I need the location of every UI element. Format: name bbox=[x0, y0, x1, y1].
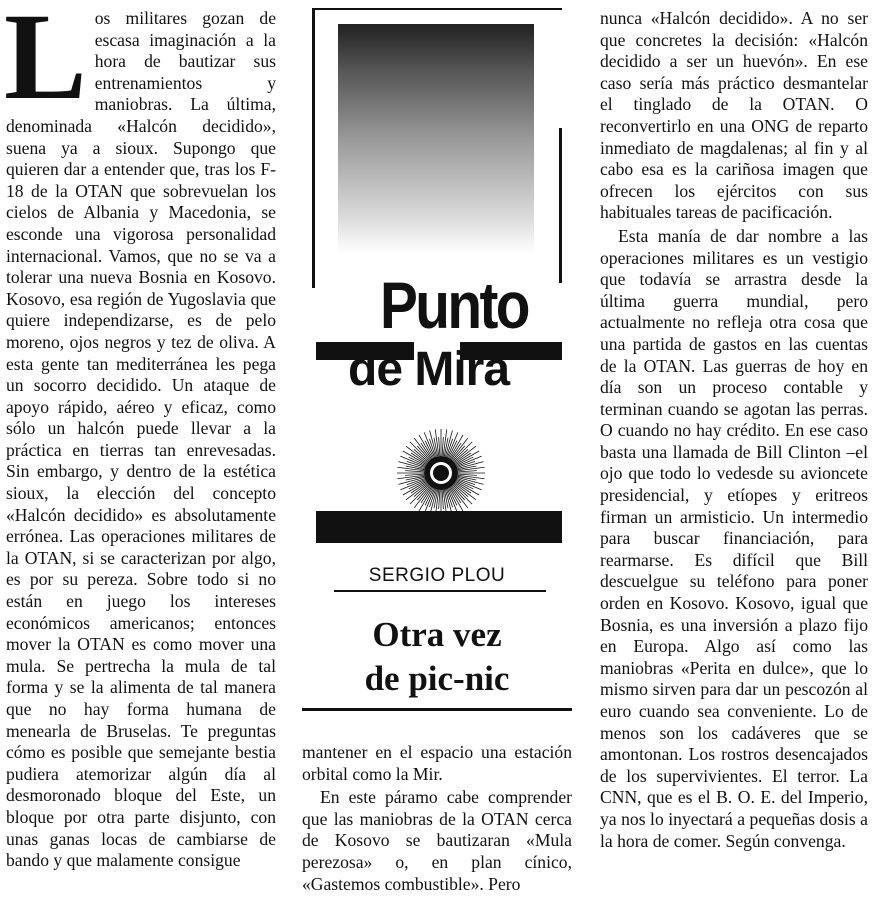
column-header-box bbox=[302, 8, 572, 738]
gradient-panel bbox=[338, 24, 534, 254]
column-logo bbox=[302, 270, 572, 420]
article-column-left bbox=[4, 0, 276, 872]
logo-word-punto: Punto bbox=[380, 268, 528, 342]
article-text-col-right-p2: Esta manía de dar nombre a las operaciones militares es un vestigio que todavía se arrastra desde la última guerra mundial, pero actualmente no refleja otra cosa que una partida de gastos en las cuentas de la OTAN. Las guerras de hoy en día son un proceso contable y terminan cuando se agotan las perras. O cuando no hay crédito. En ese caso basta una llamada de Bill Clinton –el ojo que todo lo vedesde su avioncete presidencial, y etíopes y eritreos firman un armisticio. Un intermedio para buscar financiación, para rearmarse. Es difícil que Bill descuelgue su teléfono para poner orden en Kosovo. Kosovo, igual que Bosnia, es una inversión a plazo fijo en Europa. Algo así como las maniobras «Perita en dulce», que lo mismo sirven para dar un pescozón al euro cuando sea conveniente. Lo de menos son los cadáveres que se amontonan. Los rostros desencajados de los supervivientes. El terror. La CNN, que es el B. O. E. del Imperio, ya nos lo inyectará a pequeñas dosis a la hora de comer. Según convenga. bbox=[600, 225, 868, 851]
headline-line-2: de pic-nic bbox=[364, 659, 510, 698]
logo-word-de-mira: de Mira bbox=[348, 343, 510, 396]
drop-cap: L bbox=[4, 0, 87, 125]
article-text-col-right-p1: nunca «Halcón decidido». A no ser que concretes la decisión: «Halcón decidido a ser un huevón». En ese caso sería más práctico desmantelar el tinglado de la OTAN. O reconvertirlo en una ONG de reparto inmediato de magdalenas; al fin y al cabo esa es la cariñosa imagen que ofrecen los ejércitos con sus habituales tareas de pacificación. bbox=[600, 8, 868, 223]
byline-underline bbox=[334, 590, 546, 592]
article-text-col-middle-p1: mantener en el espacio una estación orbital como la Mir. bbox=[302, 742, 572, 784]
headline-rule bbox=[302, 708, 572, 711]
frame-line-left bbox=[312, 8, 315, 288]
article-column-right bbox=[600, 8, 868, 852]
header-bottom-bar bbox=[316, 511, 562, 543]
author-byline: SERGIO PLOU bbox=[368, 565, 506, 586]
headline bbox=[302, 613, 572, 701]
frame-line-top bbox=[312, 8, 562, 10]
headline-line-1: Otra vez bbox=[372, 615, 502, 654]
article-text-col-left: os militares gozan de escasa imaginación a la hora de bautizar sus entrenamientos y maniobras. La última, denominada «Halcón decidido», suena ya a sioux. Supongo que quieren dar a entender que, tras los F-18 de la OTAN que sobrevuelan los cielos de Albania y Macedonia, se esconde una vigorosa personalidad internacional. Vamos, que no se va a tolerar una nueva Bosnia en Kosovo. Kosovo, esa región de Yugoslavia que quiere independizarse, es de pelo moreno, ojos negros y tez de oliva. A esta gente tan mediterránea les pega un socorro decidido. Un ataque de apoyo rápido, aéreo y eficaz, como sólo un halcón puede llevar a la práctica en tierras tan enrevesadas. Sin embargo, y dentro de la estética sioux, la elección del concepto «Halcón decidido» es absolutamente errónea. Las operaciones militares de la OTAN, si se caracterizan por algo, es por su pereza. Sobre todo si no están en juego los intereses económicos americanos; entonces mover la OTAN es como mover una mula. Se pertrecha la mula de tal forma y se la alimenta de tal manera que no hay forma humana de menearla de Bruselas. Te preguntas cómo es posible que semejante bestia pudiera atemorizar algún día al desmoronado bloque del Este, un bloque por otra parte disjunto, con unas ganas locas de cambiarse de bando y que malamente consigue bbox=[6, 8, 276, 871]
article-text-col-middle-p2: En este páramo cabe comprender que las maniobras de la OTAN cerca de Kosovo se bautizaran «Mula perezosa» o, en plan cínico, «Gastemos combustible». Pero bbox=[302, 787, 572, 894]
article-column-middle bbox=[302, 742, 572, 895]
frame-line-right bbox=[559, 128, 562, 283]
sunburst-eye-icon bbox=[396, 428, 486, 518]
